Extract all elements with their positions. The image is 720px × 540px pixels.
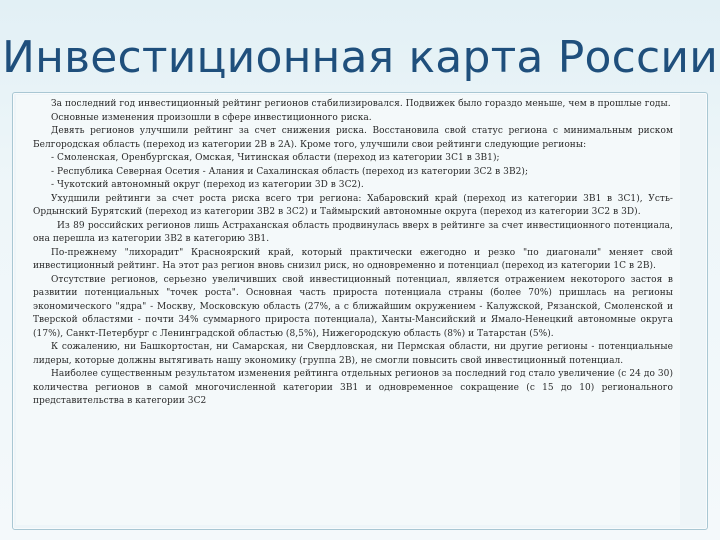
paragraph: Отсутствие регионов, серьезно увеличивших свой инвестиционный потенциал, является отражением некоторого застоя в развитии потенциальных "точек роста". Основная часть прироста потенциала страны (более 70%) пришлась на регионы экономического "ядра" - Москву, Московскую область (27%, а с ближайшим окружением - Калужской, Рязанской, Смоленской и Тверской областями - почти 34% суммарного прироста потенциала), Ханты-Мансийский и Ямало-Ненецкий автономные округа (17%), Санкт-Петербург с Ленинградской областью (8,5%), Нижегородскую область (8%) и Татарстан (5%). (33, 274, 673, 339)
paragraph: Девять регионов улучшили рейтинг за счет снижения риска. Восстановила свой статус региона с минимальным риском Белгородская область (переход из категории 2В в 2А). Кроме того, улучшили свои рейтинги следующие регионы: (33, 126, 673, 150)
paragraph: К сожалению, ни Башкортостан, ни Самарская, ни Свердловская, ни Пермская области, ни другие регионы - потенциальные лидеры, которые должны вытягивать нашу экономику (группа 2В), не смогли повысить свой инвестиционный потенциал. (33, 342, 673, 366)
body-text (33, 98, 673, 409)
paragraph: Ухудшили рейтинги за счет роста риска всего три региона: Хабаровский край (переход из категории 3В1 в 3С1), Усть-Ордынский Бурятский (переход из категории 3В2 в 3С2) и Таймырский автономные округа (переход из категории 3С2 в 3D). (33, 193, 673, 217)
paragraph: По-прежнему "лихорадит" Красноярский край, который практически ежегодно и резко "по диагонали" меняет свой инвестиционный рейтинг. На этот раз регион вновь снизил риск, но одновременно и потенциал (переход из категории 1С в 2В). (33, 247, 673, 271)
paragraph: Основные изменения произошли в сфере инвестиционного риска. (51, 112, 372, 123)
paragraph: - Смоленская, Оренбургская, Омская, Читинская области (переход из категории 3С1 в 3В1); (51, 153, 500, 163)
paragraph: - Чукотский автономный округ (переход из категории 3D в 3С2). (51, 180, 364, 190)
slide-title: Инвестиционная карта России (2, 32, 718, 83)
paragraph: Наиболее существенным результатом изменения рейтинга отдельных регионов за последний год стало увеличение (с 24 до 30) количества регионов в самой многочисленной категории 3В1 и одновременное сокращение (с 15 до 10) регионального представительства в категории 3С2 (33, 369, 673, 406)
paragraph: За последний год инвестиционный рейтинг регионов стабилизировался. Подвижек было гораздо меньше, чем в прошлые годы. (51, 99, 671, 109)
paragraph: - Республика Северная Осетия - Алания и Сахалинская область (переход из категории 3С2 в 3В2); (51, 166, 529, 177)
paragraph: Из 89 российских регионов лишь Астраханская область продвинулась вверх в рейтинге за счет инвестиционного потенциала, она перешла из категории 3В2 в категорию 3В1. (33, 220, 673, 244)
